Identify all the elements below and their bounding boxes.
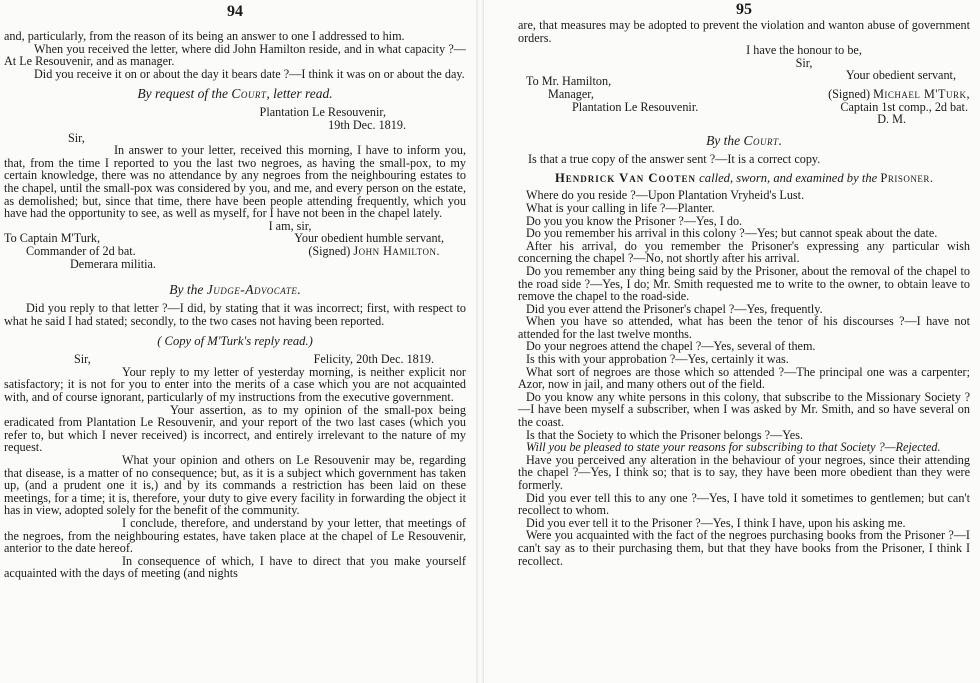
letter-signature-block bbox=[4, 245, 466, 258]
reply-paragraph: I conclude, therefore, and understand by your letter, that meetings of the negroes, from the neighbouring estates, have taken place at the chapel of Le Resouvenir, anterior to the date hereof. bbox=[4, 516, 466, 556]
question-answer: Did you ever tell it to the Prisoner ?—Yes, I think I have, upon his asking me. bbox=[526, 515, 906, 530]
text-paragraph: and, particularly, from the reason of its being an answer to one I addressed to him. bbox=[4, 29, 405, 43]
right-page-content bbox=[518, 0, 970, 567]
question-answer: Did you receive it on or about the day it bears date ?—I think it was on or about the day. bbox=[34, 66, 465, 81]
witness-heading: Hendrick Van Cooten called, sworn, and examined by the Prisoner. bbox=[554, 171, 934, 186]
letter-closing: I am, sir, bbox=[268, 218, 312, 233]
letter-addressee: To Captain M'Turk, bbox=[4, 231, 101, 246]
letter-addressee: Demerara militia. bbox=[70, 256, 156, 271]
reply-paragraph: What your opinion and others on Le Resouvenir may be, regarding that disease, is a matter of no consequence; but, as it is a subject which government has taken up, (and a prudent one it is,) and by its commands a restriction has been laid on these meetings, for a time; it is, therefore, your duty to give every facility in forwarding the object it has in view, adopted solely for the benefit of the community. bbox=[4, 453, 466, 518]
book-gutter bbox=[476, 0, 484, 683]
question-answer: Is that a true copy of the answer sent ?—It is a correct copy. bbox=[528, 151, 821, 166]
reply-place-date: Felicity, 20th Dec. 1819. bbox=[313, 352, 434, 367]
letter-body: In answer to your letter, received this morning, I have to inform you, that, from the time I reported to you the last two negroes, as having the small-pox, to my certain knowledge, there was no attendance by any negroes from the neighbouring estates to the chapel, until the small-pox was considered by you, and me, and every person on the estate, as demolished; but, since that time, there have been people attending frequently, which you have had the opportunity to see, as well as myself, for I have not been in the chapel lately. bbox=[4, 143, 466, 221]
left-page-content bbox=[4, 0, 466, 580]
letter-addressee: Manager, bbox=[548, 86, 594, 101]
question-answer: Do you remember any thing being said by the Prisoner, about the removal of the chapel to the road side ?—Yes, I do; Mr. Smith requested me to write to the owner, to obtain leave to remove the chapel to the road-side. bbox=[518, 263, 970, 304]
page-number-left: 94 bbox=[227, 3, 243, 20]
letter-signature: (Signed) John Hamilton. bbox=[308, 243, 440, 258]
question-answer: Did you ever attend the Prisoner's chapel ?—Yes, frequently. bbox=[526, 301, 823, 316]
reply-paragraph: Your reply to my letter of yesterday morning, is neither explicit nor satisfactory; it is not for you to enter into the merits of a case which you are not acquainted with, and of course ignorant, particularly of my instructions from the executive government. bbox=[4, 364, 466, 405]
left-page bbox=[0, 0, 476, 683]
letter-place: Plantation Le Resouvenir, bbox=[259, 105, 386, 120]
question-answer: What sort of negroes are those which so attended ?—The principal one was a carpenter; Azor, now in jail, and many others out of the field. bbox=[518, 364, 970, 392]
page-number-right: 95 bbox=[736, 1, 752, 18]
letter-salutation: Sir, bbox=[68, 130, 85, 145]
question-answer: Do you remember his arrival in this colony ?—Yes; but cannot speak about the date. bbox=[526, 226, 938, 241]
question-answer: Have you perceived any alteration in the behaviour of your negroes, since their attending the chapel ?—Yes, I think so; that is to say, they have been more obedient than they were formerly. bbox=[518, 452, 970, 492]
question-answer: Do you know any white persons in this colony, that subscribe to the Missionary Society ?—I have been myself a subscriber, when I was asked by Mr. Smith, and so have several on the coast. bbox=[518, 389, 970, 430]
letter-closing: I have the honour to be, bbox=[746, 43, 862, 58]
question-answer: Do you you know the Prisoner ?—Yes, I do. bbox=[526, 213, 743, 228]
letter-addressee: To Mr. Hamilton, bbox=[526, 74, 612, 89]
reply-salutation: Sir, bbox=[74, 352, 91, 367]
court-heading: By the Court. bbox=[706, 132, 782, 148]
letter-signature-unit: D. M. bbox=[877, 112, 906, 127]
copy-heading: ( Copy of M'Turk's reply read.) bbox=[157, 334, 313, 349]
reply-paragraph: In consequence of which, I have to direct that you make yourself acquainted with the days of meeting (and nights bbox=[4, 553, 466, 581]
court-heading: By request of the Court, letter read. bbox=[137, 86, 333, 102]
question-answer: Did you reply to that letter ?—I did, by stating that it was incorrect; first, with respect to what he said I had stated; secondly, to the two cases not having been reported. bbox=[4, 301, 466, 328]
reply-paragraph: Your assertion, as to my opinion of the small-pox being eradicated from Plantation Le Resouvenir, and your report of the two last cases (which you refer to, but which I never received) is incorrect, and entirely irrelevant to the nature of my request. bbox=[4, 402, 466, 455]
question-answer: Do your negroes attend the chapel ?—Yes, several of them. bbox=[526, 339, 816, 354]
question-answer: What is your calling in life ?—Planter. bbox=[526, 200, 715, 215]
question-answer: After his arrival, do you remember the Prisoner's expressing any particular wish concerning the chapel ?—No, not shortly after his arrival. bbox=[518, 238, 970, 266]
letter-signature-block bbox=[518, 69, 970, 88]
question-answer: When you have so attended, what has been the tenor of his discourses ?—I have not attended for the last twelve months. bbox=[518, 314, 970, 341]
letter-addressee: Commander of 2d bat. bbox=[26, 243, 136, 258]
text-paragraph: are, that measures may be adopted to prevent the violation and wanton abuse of government orders. bbox=[518, 18, 970, 45]
question-answer: Were you acquainted with the fact of the negroes purchasing books from the Prisoner ?—I can't say as to their purchasing them, but that they have books from the Prisoner, I think I recollect. bbox=[518, 528, 970, 568]
letter-signature-rank: Captain 1st comp., 2d bat. bbox=[840, 99, 968, 114]
letter-signoff: Your obedient humble servant, bbox=[294, 231, 444, 246]
letter-signoff: Your obedient servant, bbox=[845, 68, 956, 83]
question-answer: Where do you reside ?—Upon Plantation Vryheid's Lust. bbox=[526, 188, 805, 203]
letter-closing: Sir, bbox=[795, 55, 813, 70]
question-answer: Is that the Society to which the Prisoner belongs ?—Yes. bbox=[526, 427, 804, 442]
letter-signature: (Signed) Michael M'Turk, bbox=[828, 86, 970, 101]
letter-date: 19th Dec. 1819. bbox=[328, 117, 406, 132]
right-page bbox=[484, 0, 980, 683]
question-answer: Did you ever tell this to any one ?—Yes, I have told it sometimes to gentlemen; but can't recollect to whom. bbox=[518, 490, 970, 518]
rejected-question: Will you be pleased to state your reasons for subscribing to that Society ?—Rejected. bbox=[526, 440, 941, 455]
letter-signature-block bbox=[518, 88, 970, 101]
question-answer: Is this with your approbation ?—Yes, certainly it was. bbox=[526, 352, 789, 367]
judge-advocate-heading: By the Judge-Advocate. bbox=[169, 282, 301, 298]
letter-addressee: Plantation Le Resouvenir. bbox=[572, 99, 699, 114]
question-answer: When you received the letter, where did John Hamilton reside, and in what capacity ?—At Le Resouvenir, and as manager. bbox=[4, 41, 466, 69]
reply-header bbox=[4, 353, 466, 366]
